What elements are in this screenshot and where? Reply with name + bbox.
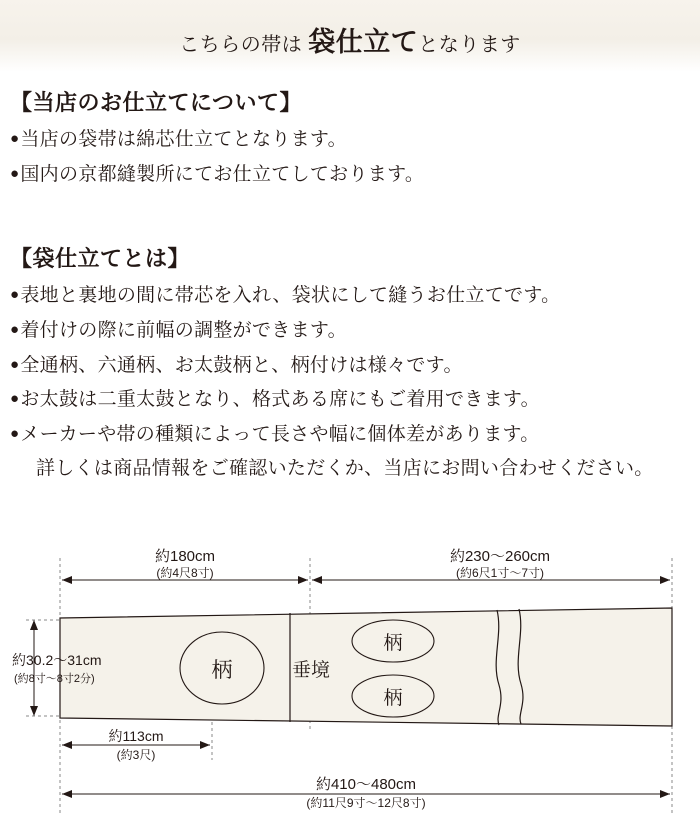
left-height-measure-main: 約30.2〜31cm: [12, 652, 102, 668]
bullet-text: メーカーや帯の種類によって長さや幅に個体差があります。: [20, 423, 540, 445]
pattern-label: 柄: [383, 688, 403, 709]
section-what-is-fukuro: [10, 242, 690, 482]
bullet-item: [10, 127, 690, 153]
bullet-text: 国内の京都縫製所にてお仕立てしております。: [20, 163, 425, 185]
bullet-item: [10, 353, 690, 379]
header-emphasis: 袋仕立て: [308, 27, 419, 57]
bullet-text: お太鼓は二重太鼓となり、格式ある席にもご着用できます。: [20, 389, 540, 411]
bullet-marker-icon: ●: [10, 130, 20, 147]
bullet-item: [10, 422, 690, 448]
section-shop-tailoring: [10, 86, 690, 187]
top-left-measure-sub: (約4尺8寸): [156, 566, 214, 580]
bullet-text: 表地と裏地の間に帯芯を入れ、袋状にして縫うお仕立てです。: [20, 285, 561, 307]
header-band: [0, 0, 700, 72]
header-prefix: こちらの帯は: [179, 34, 309, 56]
bottom-left-measure-sub: (約3尺): [116, 748, 156, 762]
bullet-text: 全通柄、六通柄、お太鼓柄と、柄付けは様々です。: [20, 354, 463, 376]
bottom-left-measure-main: 約113cm: [108, 728, 164, 744]
top-right-measure-main: 約230〜260cm: [449, 548, 551, 565]
top-left-dimension: [62, 548, 308, 584]
bottom-total-measure-sub: (約11尺9寸〜12尺8寸): [306, 796, 426, 810]
header-suffix: となります: [418, 34, 521, 56]
section-title: 【当店のお仕立てについて】: [10, 90, 303, 115]
section-title: 【袋仕立てとは】: [10, 246, 191, 272]
bullet-item: [10, 387, 690, 413]
left-height-measure-sub: (約8寸〜8寸2分): [14, 673, 95, 685]
bottom-left-dimension: [62, 728, 210, 762]
bullet-item: [10, 318, 690, 344]
bullet-continuation: 詳しくは商品情報をご確認いただくか、当店にお問い合わせください。: [36, 458, 654, 480]
top-right-measure-sub: (約6尺1寸〜7寸): [455, 566, 545, 580]
bullet-marker-icon: ●: [10, 390, 20, 408]
bullet-marker-icon: ●: [10, 355, 20, 373]
pattern-label: 柄: [211, 659, 233, 682]
bullet-marker-icon: ●: [10, 320, 20, 338]
top-left-measure-main: 約180cm: [154, 548, 216, 565]
bullet-marker-icon: ●: [10, 164, 20, 182]
pattern-label: 柄: [383, 633, 403, 654]
bullet-text: 当店の袋帯は綿芯仕立てとなります。: [20, 129, 347, 150]
content-body: [10, 86, 690, 491]
bullet-marker-icon: ●: [10, 286, 20, 304]
bullet-item: [10, 283, 690, 309]
header-title: [0, 20, 700, 59]
bullet-marker-icon: ●: [10, 424, 20, 442]
bottom-total-dimension: [62, 776, 670, 810]
divider-label: 垂境: [291, 660, 331, 681]
bullet-item: [10, 162, 690, 188]
obi-dimension-diagram: [0, 530, 700, 840]
section-spacer: [10, 196, 690, 242]
top-right-dimension: [312, 548, 670, 584]
bullet-text: 着付けの際に前幅の調整ができます。: [20, 319, 347, 341]
bottom-total-measure-main: 約410〜480cm: [315, 776, 417, 793]
